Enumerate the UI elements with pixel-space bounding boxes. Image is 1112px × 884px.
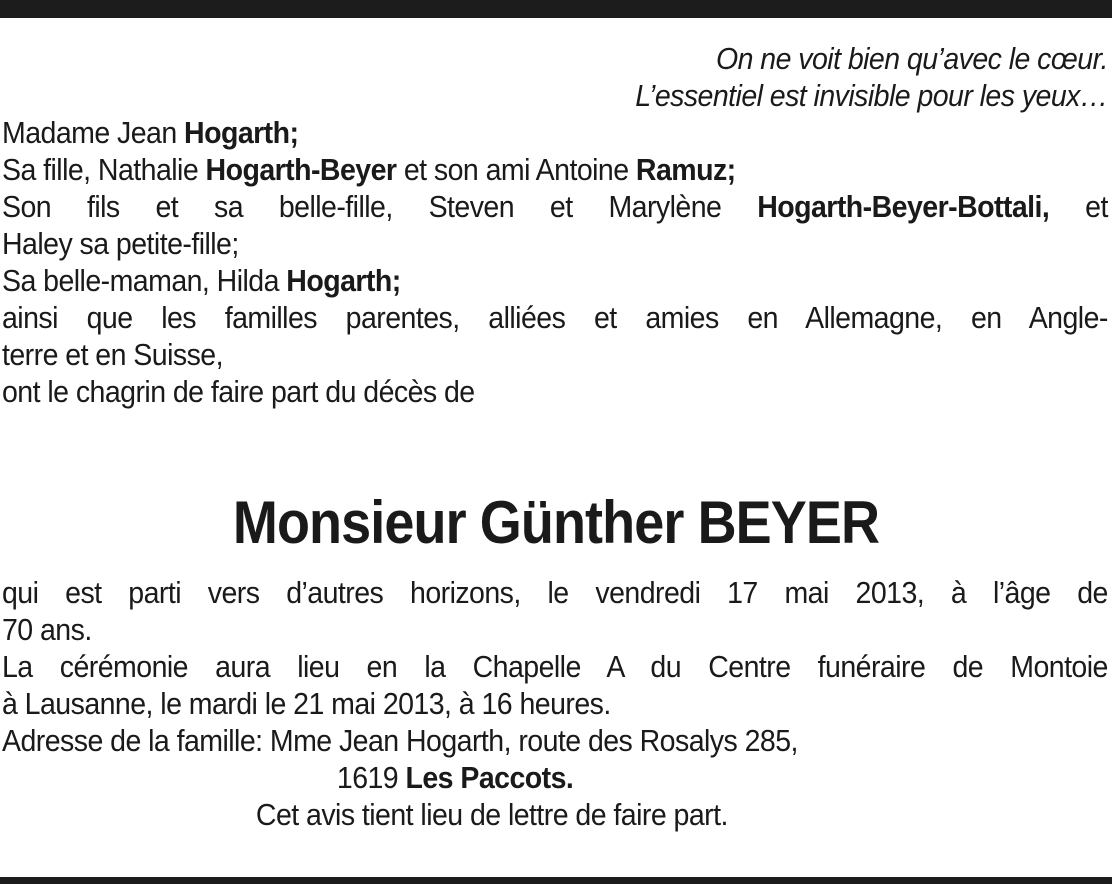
mourner-line-6: ainsi que les familles parentes, alliées et amies en Allemagne, en Angle- (2, 300, 1108, 335)
detail-line-2: 70 ans. (2, 612, 92, 647)
surname: Hogarth-Beyer-Bottali, (757, 189, 1050, 224)
obituary-lower (2, 574, 1108, 833)
surname: Hogarth; (184, 115, 299, 150)
quote-line-2: L’essentiel est invisible pour les yeux… (635, 78, 1108, 113)
mourner-line-3: Son fils et sa belle-fille, Steven et Marylène Hogarth-Beyer-Bottali, et (2, 189, 1108, 224)
city-name: Les Paccots. (405, 760, 574, 795)
surname: Hogarth-Beyer (205, 152, 397, 187)
obituary-upper (2, 40, 1108, 410)
bottom-rule (0, 877, 1112, 884)
detail-line-3: La cérémonie aura lieu en la Chapelle A du Centre funéraire de Montoie (2, 649, 1108, 684)
closing-note: Cet avis tient lieu de lettre de faire part. (255, 797, 728, 832)
mourner-line-2: Sa fille, Nathalie Hogarth-Beyer et son ami Antoine Ramuz; (2, 152, 736, 187)
mourner-line-5: Sa belle-maman, Hilda Hogarth; (2, 263, 401, 298)
surname: Ramuz; (635, 152, 736, 187)
surname: Hogarth; (286, 263, 401, 298)
mourner-line-4: Haley sa petite-fille; (2, 226, 239, 261)
top-rule (0, 0, 1112, 18)
mourner-line-1: Madame Jean Hogarth; (2, 115, 299, 150)
quote-line-1: On ne voit bien qu’avec le cœur. (715, 41, 1108, 76)
deceased-name: Monsieur Günther BEYER (232, 489, 880, 556)
family-address: Adresse de la famille: Mme Jean Hogarth, route des Rosalys 285, (2, 723, 798, 758)
mourner-line-7: terre et en Suisse, (2, 337, 223, 372)
family-city: 1619 Les Paccots. (336, 760, 574, 795)
mourner-line-8: ont le chagrin de faire part du décès de (2, 374, 475, 409)
detail-line-4: à Lausanne, le mardi le 21 mai 2013, à 16 heures. (2, 686, 611, 721)
detail-line-1: qui est parti vers d’autres horizons, le vendredi 17 mai 2013, à l’âge de (2, 575, 1108, 610)
